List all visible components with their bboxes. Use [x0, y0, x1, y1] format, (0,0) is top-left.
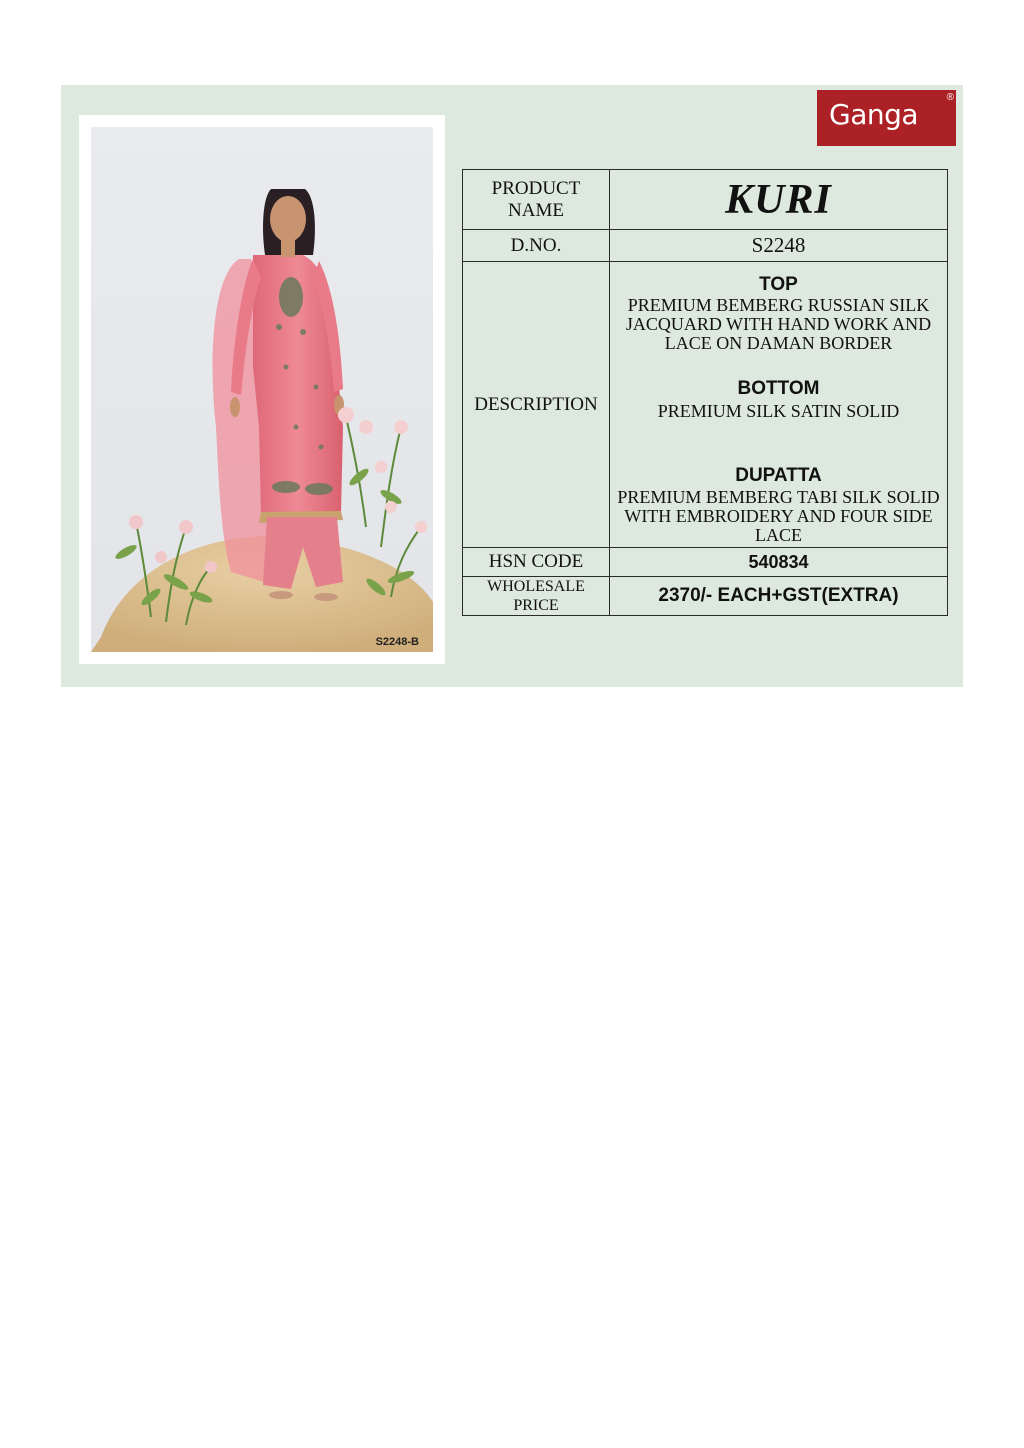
- row-dno: [463, 230, 948, 262]
- row-product-name: [463, 170, 948, 230]
- top-heading: TOP: [759, 274, 798, 295]
- product-name-label: PRODUCT NAME: [463, 170, 610, 230]
- description-label: DESCRIPTION: [463, 262, 610, 548]
- description-cell: [610, 262, 948, 548]
- hsn-value: 540834: [610, 548, 948, 577]
- product-spec-table: [462, 169, 948, 616]
- brand-logo: [817, 90, 956, 146]
- model-illustration: [91, 127, 433, 652]
- bottom-heading: BOTTOM: [737, 378, 820, 399]
- price-label: WHOLESALE PRICE: [463, 577, 610, 616]
- dupatta-heading: DUPATTA: [735, 465, 822, 486]
- brand-logo-text: Ganga: [829, 98, 919, 131]
- top-text: PREMIUM BEMBERG RUSSIAN SILK JACQUARD WITH HAND WORK AND LACE ON DAMAN BORDER: [625, 295, 932, 353]
- dupatta-text: PREMIUM BEMBERG TABI SILK SOLID WITH EMBROIDERY AND FOUR SIDE LACE: [617, 487, 940, 545]
- hsn-label: HSN CODE: [463, 548, 610, 577]
- product-photo-frame: [79, 115, 445, 664]
- row-price: [463, 577, 948, 616]
- product-name-value: KURI: [610, 170, 948, 230]
- registered-mark: ®: [946, 92, 954, 103]
- product-photo[interactable]: [91, 127, 433, 652]
- bottom-text: PREMIUM SILK SATIN SOLID: [657, 401, 900, 421]
- price-value: 2370/- EACH+GST(EXTRA): [610, 577, 948, 616]
- row-hsn: [463, 548, 948, 577]
- row-description: [463, 262, 948, 548]
- product-card: [61, 85, 963, 687]
- dno-label: D.NO.: [463, 230, 610, 262]
- dno-value: S2248: [610, 230, 948, 262]
- photo-code-label: S2248-B: [375, 636, 419, 648]
